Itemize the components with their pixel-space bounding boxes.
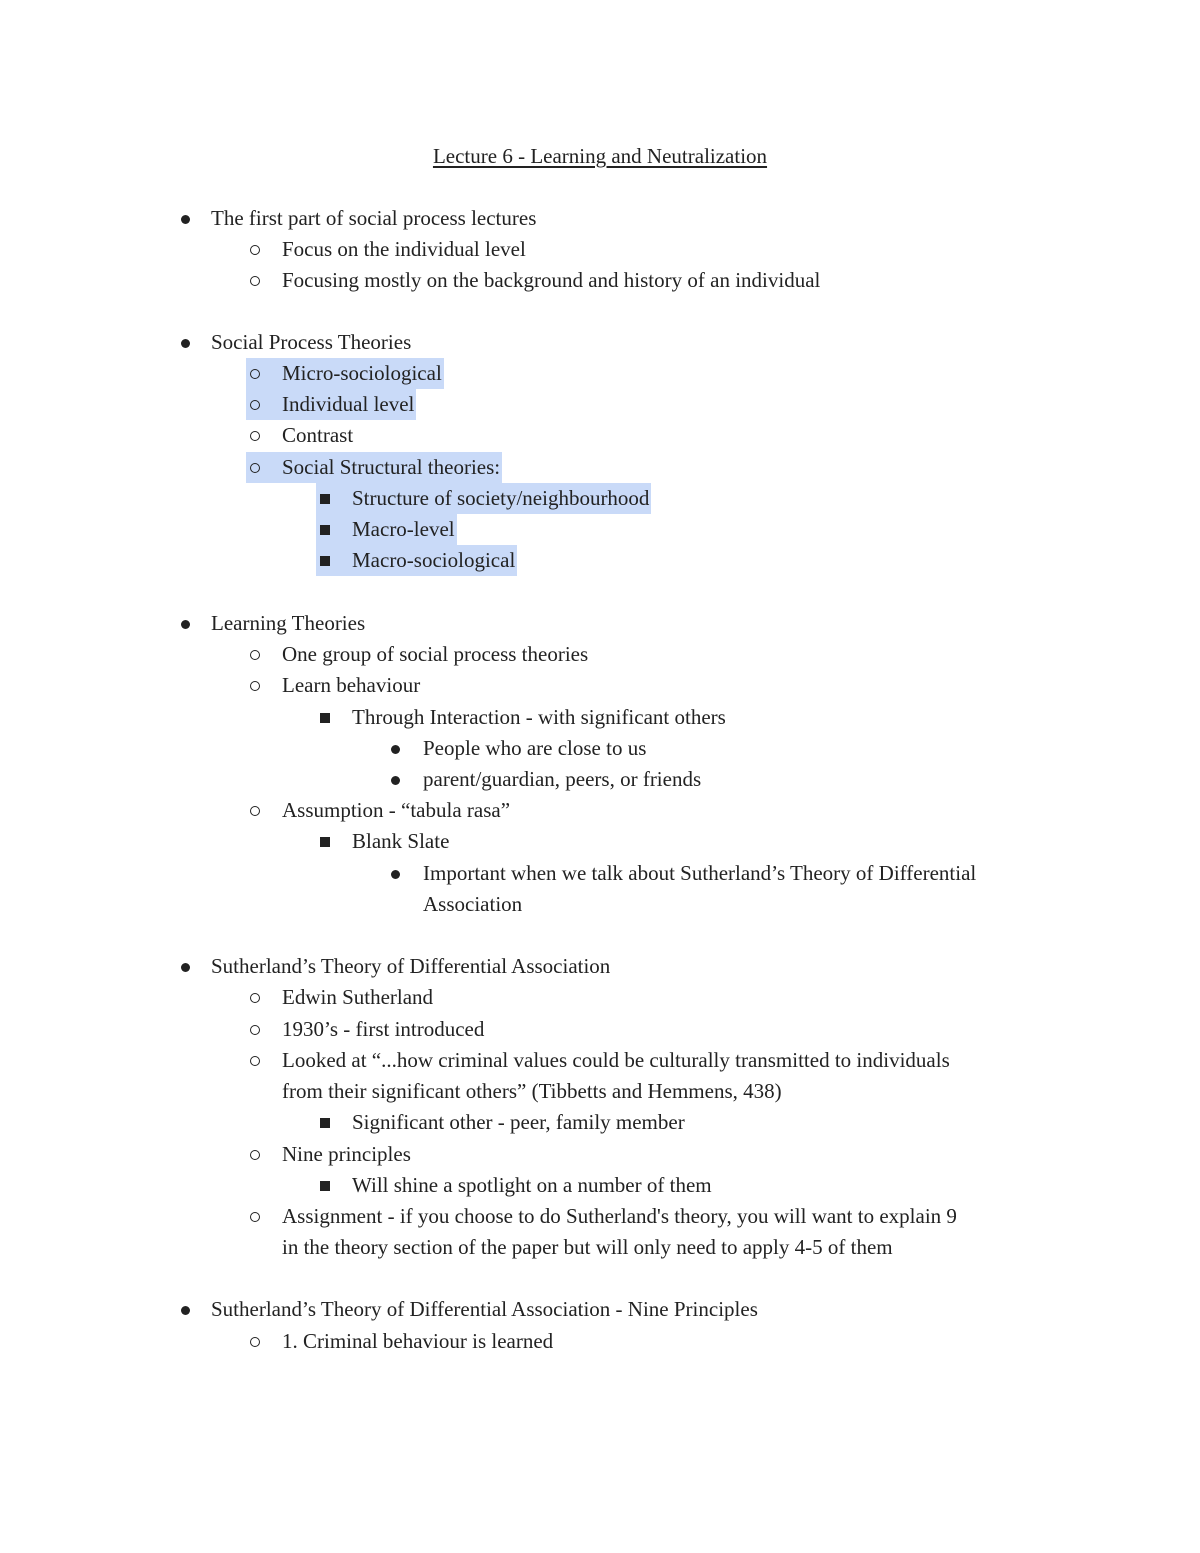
list-item <box>246 1326 553 1357</box>
list-item <box>316 1170 712 1201</box>
list-item-continuation <box>387 889 522 920</box>
list-item <box>246 420 353 451</box>
page-title: Lecture 6 - Learning and Neutralization <box>432 144 768 168</box>
list-item-text: in the theory section of the paper but will only need to apply 4-5 of them <box>282 1235 893 1259</box>
list-item-highlighted <box>246 358 444 389</box>
list-item-text: Looked at “...how criminal values could be culturally transmitted to individuals <box>282 1048 950 1072</box>
list-item-text: Sutherland’s Theory of Differential Association - Nine Principles <box>211 1297 758 1321</box>
list-item <box>246 1201 957 1232</box>
list-item-highlighted <box>246 452 502 483</box>
list-item-highlighted <box>246 389 416 420</box>
list-item-text: 1. Criminal behaviour is learned <box>282 1329 554 1353</box>
list-item-text: Edwin Sutherland <box>282 985 434 1009</box>
list-item-highlighted <box>316 483 651 514</box>
list-item-highlighted <box>316 545 517 576</box>
list-item <box>316 1107 685 1138</box>
list-item-text: Important when we talk about Sutherland’s Theory of Differential <box>423 861 977 885</box>
list-item <box>246 1139 411 1170</box>
list-item <box>175 203 536 234</box>
list-item <box>316 826 449 857</box>
list-item-text: Focusing mostly on the background and history of an individual <box>282 268 821 292</box>
list-item <box>387 733 646 764</box>
list-item <box>246 639 588 670</box>
list-item-text: Contrast <box>282 423 354 447</box>
list-item <box>175 951 610 982</box>
list-item-text: Will shine a spotlight on a number of them <box>352 1173 712 1197</box>
list-item-text: Learning Theories <box>211 611 366 635</box>
list-item-text: Macro-sociological <box>352 548 516 572</box>
list-item-text: Focus on the individual level <box>282 237 526 261</box>
list-item-text: One group of social process theories <box>282 642 589 666</box>
list-item-text: Assumption - “tabula rasa” <box>282 798 511 822</box>
list-item-text: Individual level <box>282 392 415 416</box>
list-item <box>246 234 526 265</box>
list-item <box>387 858 976 889</box>
list-item <box>387 764 701 795</box>
list-item-text: Blank Slate <box>352 829 450 853</box>
list-item <box>246 670 420 701</box>
list-item-text: Sutherland’s Theory of Differential Association <box>211 954 611 978</box>
list-item-text: Association <box>423 892 523 916</box>
list-item-continuation <box>246 1076 782 1107</box>
list-item-text: Learn behaviour <box>282 673 421 697</box>
list-item-text: Assignment - if you choose to do Sutherland's theory, you will want to explain 9 <box>282 1204 957 1228</box>
list-item-text: parent/guardian, peers, or friends <box>423 767 702 791</box>
list-item-continuation <box>246 1232 893 1263</box>
list-item-text: Micro-sociological <box>282 361 442 385</box>
list-item-text: Through Interaction - with significant others <box>352 705 726 729</box>
list-item-text: People who are close to us <box>423 736 647 760</box>
list-item <box>246 982 433 1013</box>
list-item <box>246 265 820 296</box>
list-item-text: from their significant others” (Tibbetts and Hemmens, 438) <box>282 1079 782 1103</box>
list-item-text: The first part of social process lectures <box>211 206 537 230</box>
list-item <box>246 795 510 826</box>
list-item <box>246 1014 484 1045</box>
list-item-text: Social Structural theories: <box>282 455 501 479</box>
list-item <box>316 702 726 733</box>
list-item-text: Nine principles <box>282 1142 411 1166</box>
list-item-text: Macro-level <box>352 517 455 541</box>
list-item-text: Significant other - peer, family member <box>352 1110 685 1134</box>
list-item-text: Structure of society/neighbourhood <box>352 486 650 510</box>
list-item-text: Social Process Theories <box>211 330 412 354</box>
list-item <box>175 1294 758 1325</box>
list-item <box>246 1045 950 1076</box>
list-item <box>175 327 411 358</box>
list-item-highlighted <box>316 514 457 545</box>
list-item-text: 1930’s - first introduced <box>282 1017 485 1041</box>
list-item <box>175 608 365 639</box>
